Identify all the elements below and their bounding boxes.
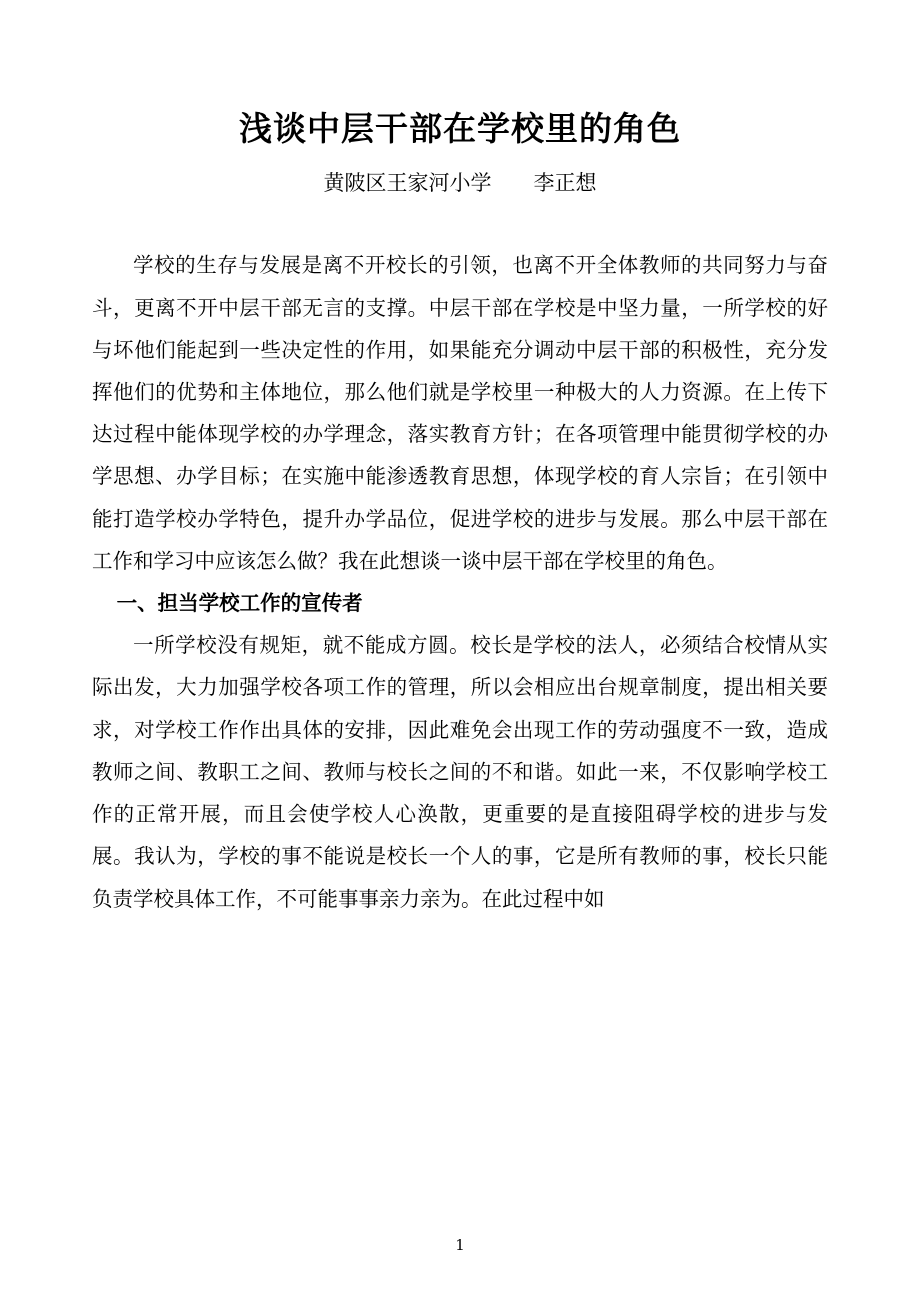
page-title: 浅谈中层干部在学校里的角色	[239, 109, 681, 148]
body-paragraph: 学校的生存与发展是离不开校长的引领，也离不开全体教师的共同努力与奋斗，更离不开中层干部无言的支撑。中层干部在学校是中坚力量，一所学校的好与坏他们能起到一些决定性的作用，如果能充分调动中层干部的积极性，充分发挥他们的优势和主体地位，那么他们就是学校里一种极大的人力资源。在上传下达过程中能体现学校的办学理念，落实教育方针；在各项管理中能贯彻学校的办学思想、办学目标；在实施中能渗透教育思想，体现学校的育人宗旨；在引领中能打造学校办学特色，提升办学品位，促进学校的进步与发展。那么中层干部在工作和学习中应该怎么做？我在此想谈一谈中层干部在学校里的角色。	[92, 253, 828, 573]
page-number: 1	[455, 1236, 465, 1254]
author-byline: 黄陂区王家河小学 李正想	[323, 170, 597, 195]
body-paragraph: 一所学校没有规矩，就不能成方圆。校长是学校的法人，必须结合校情从实际出发，大力加强学校各项工作的管理，所以会相应出台规章制度，提出相关要求，对学校工作作出具体的安排，因此难免会出现工作的劳动强度不一致，造成教师之间、教职工之间、教师与校长之间的不和谐。如此一来，不仅影响学校工作的正常开展，而且会使学校人心涣散，更重要的是直接阻碍学校的进步与发展。我认为，学校的事不能说是校长一个人的事，它是所有教师的事，校长只能负责学校具体工作，不可能事事亲力亲为。在此过程中如	[92, 633, 828, 911]
section-heading: 一、担当学校工作的宣传者	[116, 591, 363, 616]
